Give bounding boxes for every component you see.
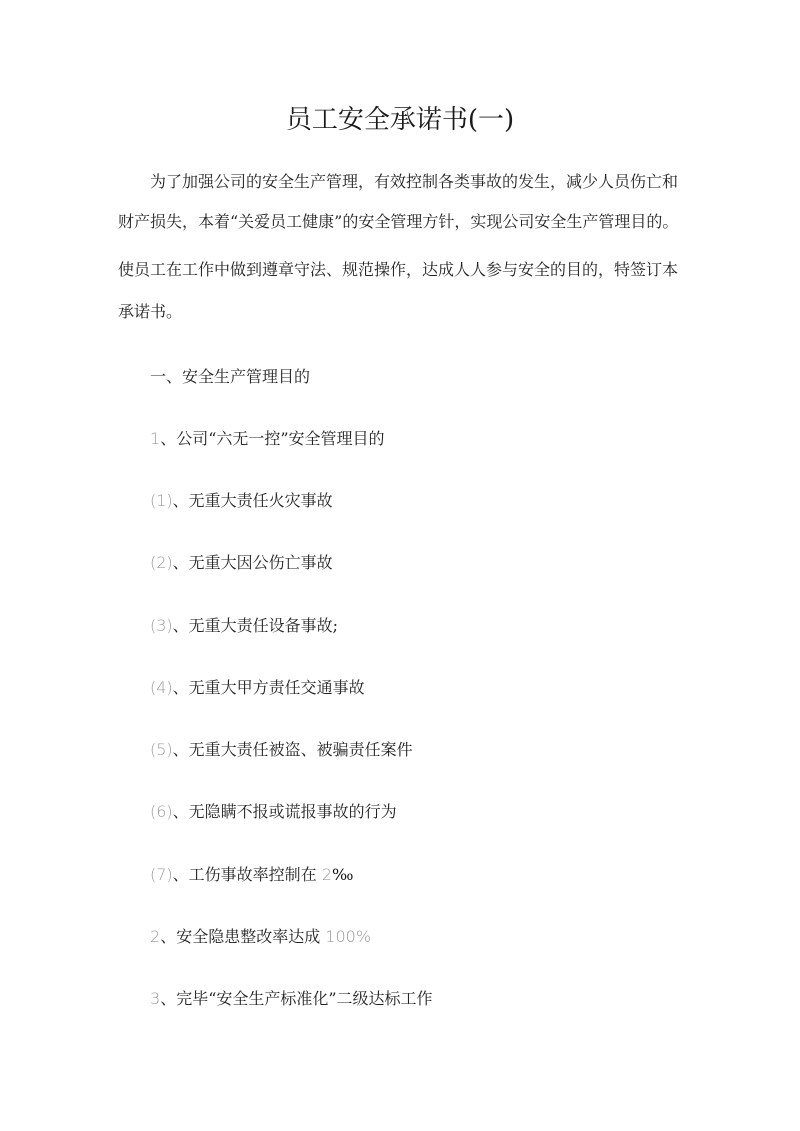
item-value: 100% — [325, 927, 372, 946]
item-text: 、工伤事故率控制在 — [172, 865, 322, 884]
list-item — [150, 925, 371, 949]
item-number: 2 — [150, 927, 161, 946]
item-value: 2 — [321, 865, 332, 884]
item-text: 、完毕“安全生产标准化”二级达标工作 — [160, 989, 433, 1008]
list-item — [150, 614, 338, 638]
item-text: 、安全隐患整改率达成 — [160, 927, 326, 946]
list-item — [150, 738, 413, 762]
item-text: 、无重大责任火灾事故 — [172, 491, 333, 510]
intro-line-3: 使员工在工作中做到遵章守法、规范操作，达成人人参与安全的目的，特签订本 — [118, 260, 679, 279]
item-number: (7) — [150, 865, 173, 884]
list-item — [150, 489, 333, 513]
item-text: 、无重大因公伤亡事故 — [172, 553, 333, 572]
list-item — [150, 427, 385, 451]
item-number: 3 — [150, 989, 161, 1008]
intro-line-2: 财产损失，本着“关爱员工健康”的安全管理方针，实现公司安全生产管理目的。 — [118, 212, 679, 231]
intro-line-1: 为了加强公司的安全生产管理，有效控制各类事故的发生，减少人员伤亡和 — [150, 172, 679, 191]
intro-line-4: 承诺书。 — [118, 302, 183, 321]
item-number: (1) — [150, 491, 173, 510]
list-item — [150, 987, 433, 1011]
document-title: 员工安全承诺书(一) — [285, 105, 515, 135]
item-text: 、公司“六无一控”安全管理目的 — [160, 429, 385, 448]
item-text: 、无重大责任被盗、被骗责任案件 — [172, 740, 413, 759]
item-number: (3) — [150, 616, 173, 635]
item-text: 、无重大责任设备事故; — [172, 616, 339, 635]
item-number: (6) — [150, 802, 173, 821]
item-text: 、无重大甲方责任交通事故 — [172, 678, 365, 697]
item-number: (5) — [150, 740, 173, 759]
list-item — [150, 676, 365, 700]
item-text: 、无隐瞒不报或谎报事故的行为 — [172, 802, 397, 821]
list-item — [150, 551, 333, 575]
item-unit: ‰ — [331, 865, 354, 884]
item-number: 1 — [150, 429, 161, 448]
section-heading: 一、安全生产管理目的 — [150, 367, 311, 386]
list-item — [150, 800, 397, 824]
item-number: (4) — [150, 678, 173, 697]
list-item — [150, 863, 353, 887]
item-number: (2) — [150, 553, 173, 572]
